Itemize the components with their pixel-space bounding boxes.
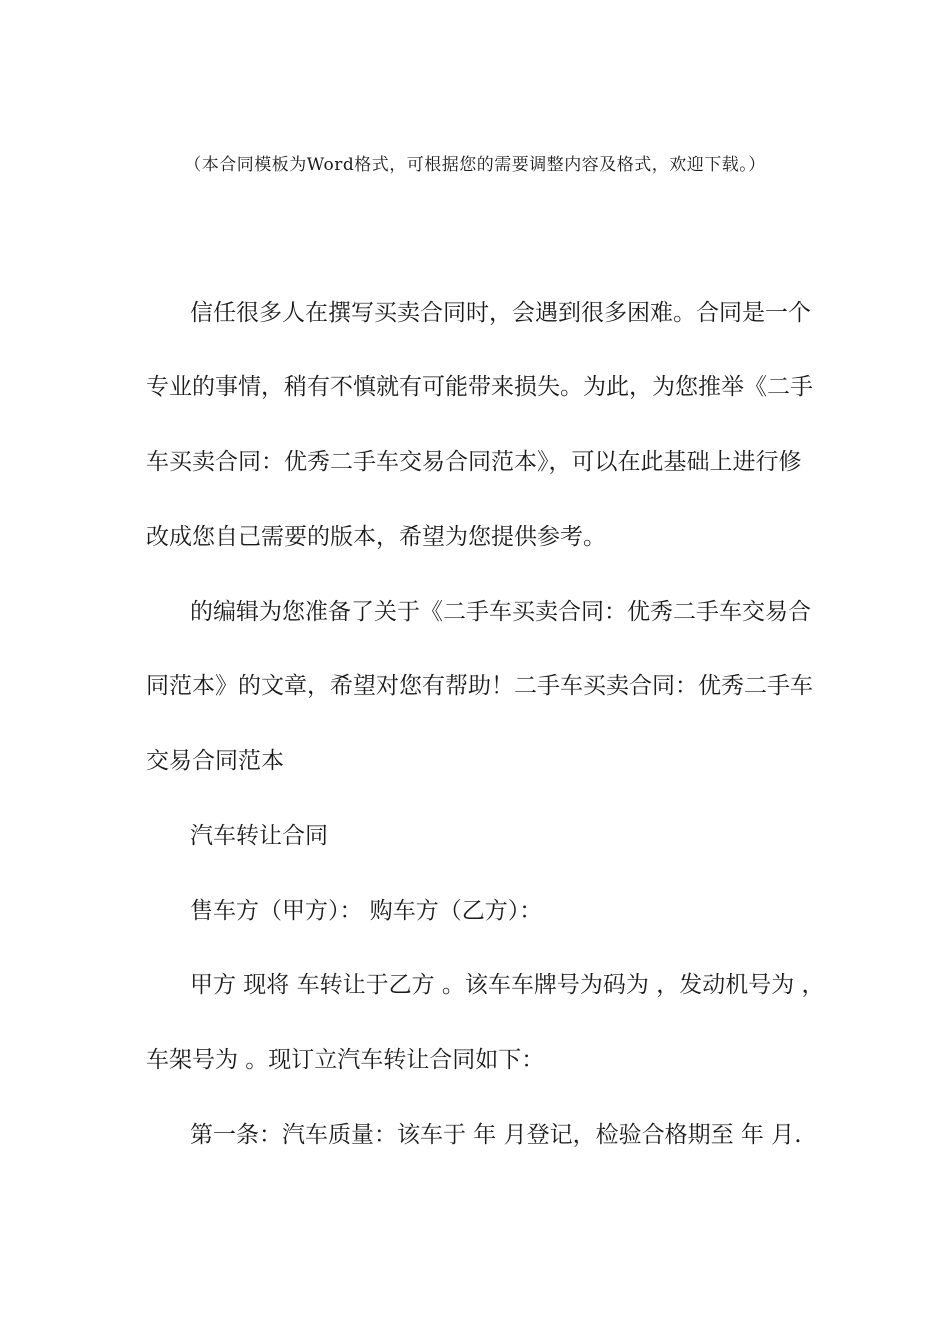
paragraph-line: 车架号为 。现订立汽车转让合同如下： bbox=[146, 1047, 545, 1073]
paragraph-line: 的编辑为您准备了关于《二手车买卖合同：优秀二手车交易合 bbox=[190, 599, 811, 625]
template-note: （本合同模板为Word格式，可根据您的需要调整内容及格式，欢迎下载。） bbox=[184, 155, 766, 175]
paragraph-line: 改成您自己需要的版本，希望为您提供参考。 bbox=[146, 524, 606, 550]
paragraph-line: 甲方 现将 车转让于乙方 。该车车牌号为码为 ，发动机号为 ， bbox=[190, 972, 825, 998]
paragraph-line: 专业的事情，稍有不慎就有可能带来损失。为此，为您推举《二手 bbox=[146, 374, 813, 400]
paragraph-line: 信任很多人在撰写买卖合同时，会遇到很多困难。合同是一个 bbox=[190, 300, 811, 326]
paragraph-line: 交易合同范本 bbox=[146, 748, 284, 774]
contract-title: 汽车转让合同 bbox=[190, 823, 328, 849]
parties-line: 售车方（甲方）： 购车方（乙方）： bbox=[190, 898, 543, 924]
paragraph-line: 同范本》的文章，希望对您有帮助！二手车买卖合同：优秀二手车 bbox=[146, 673, 813, 699]
paragraph-line: 车买卖合同：优秀二手车交易合同范本》，可以在此基础上进行修 bbox=[146, 449, 802, 475]
clause-line: 第一条：汽车质量：该车于 年 月登记，检验合格期至 年 月. bbox=[190, 1122, 802, 1148]
